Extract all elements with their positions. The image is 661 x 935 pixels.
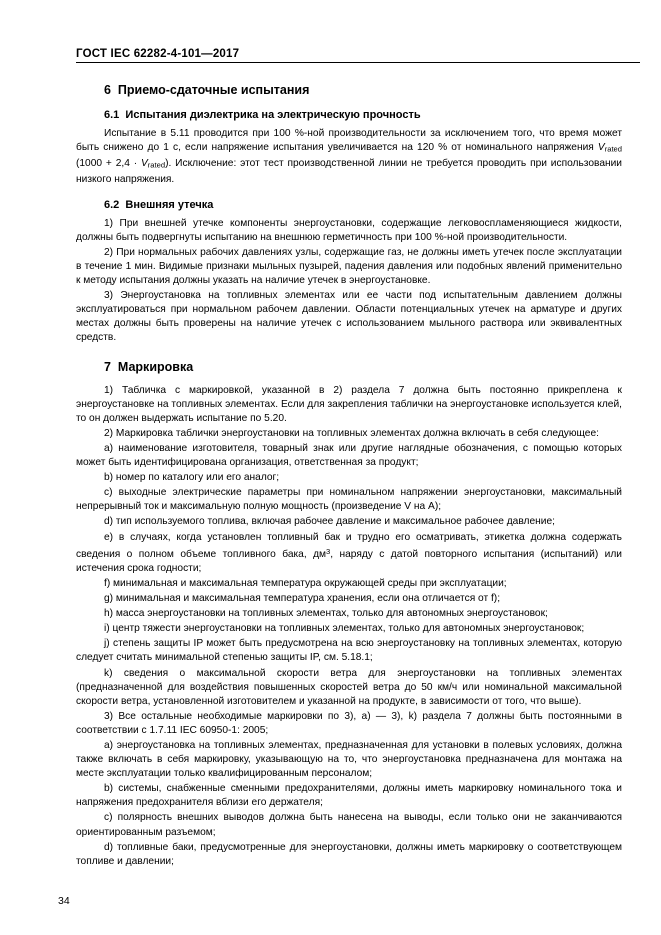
section-heading-6-1 bbox=[104, 109, 622, 121]
paragraph: i) центр тяжести энергоустановки на топливных элементах, только для автономных энергоустановок; bbox=[104, 623, 585, 635]
section-heading-7 bbox=[104, 360, 622, 374]
paragraph: b) номер по каталогу или его аналог; bbox=[104, 472, 280, 484]
section-7-number: 7 bbox=[104, 359, 111, 374]
section-7-title: Маркировка bbox=[117, 359, 194, 374]
paragraph: 2) Маркировка таблички энергоустановки на топливных элементах должна включать в себя следующее: bbox=[104, 427, 599, 439]
paragraph: 1) При внешней утечке компоненты энергоустановки, содержащие легковоспламеняющиеся жидкости, должны быть подвергнуты испытанию на внешнюю герметичность при 100 %-ной производительности. bbox=[76, 217, 622, 243]
section-6-2-number: 6.2 bbox=[104, 198, 120, 211]
page-content bbox=[76, 83, 622, 869]
paragraph: a) энергоустановка на топливных элементах, предназначенная для установки в полевых условиях, должна также включать в себя маркировку, указывающую на то, что энергоустановка предназначена для монтажа на месте эксплуатации только квалифицированным персоналом; bbox=[76, 740, 622, 780]
paragraph: 3) Все остальные необходимые маркировки по 3), а) — 3), k) раздела 7 должны быть постоянными в соответствии с 1.7.11 IEC 60950-1: 2005; bbox=[76, 710, 622, 736]
paragraph: a) наименование изготовителя, товарный знак или другие наглядные обозначения, с помощью которых может быть идентифицирована организация, ответственная за продукт; bbox=[76, 442, 622, 469]
page-number: 34 bbox=[58, 895, 70, 907]
paragraph: 3) Энергоустановка на топливных элементах или ее части под испытательным давлением должны эксплуатироваться при нормальном рабочем давлении. Области потенциальных утечек на арматуре и других местах должны быть проверены на наличие утечек с использованием мыльного раствора или эквивалентных средств. bbox=[76, 290, 622, 344]
paragraph: 1) Табличка с маркировкой, указанной в 2) раздела 7 должна быть постоянно прикреплена к энергоустановке на топливных элементах. Если для закрепления таблички на энергоустановке используется клей, то он должен выдержать испытание по 5.20. bbox=[76, 384, 622, 424]
paragraph: 2) При нормальных рабочих давлениях узлы, содержащие газ, не должны иметь утечек после эксплуатации в течение 1 мин. Видимые признаки мыльных пузырей, падения давления или подобных явлений применительно к методу испытания должны указать на наличие утечек в энергоустановке. bbox=[76, 246, 622, 287]
section-heading-6-2 bbox=[104, 199, 622, 211]
paragraph: d) тип используемого топлива, включая рабочее давление и максимальное рабочее давление; bbox=[104, 516, 555, 528]
paragraph: g) минимальная и максимальная температура хранения, если она отличается от f); bbox=[104, 593, 501, 605]
header-divider bbox=[76, 62, 640, 63]
paragraph: e) в случаях, когда установлен топливный бак и трудно его осматривать, этикетка должна содержать сведения о полном объеме топливного бака, $дм^3$, наряду с датой повторного испытания (испытаний) или истечения срока годности; bbox=[76, 531, 622, 574]
paragraph: h) масса энергоустановки на топливных элементах, только для автономных энергоустановок; bbox=[104, 608, 548, 620]
paragraph: f) минимальная и максимальная температура окружающей среды при эксплуатации; bbox=[104, 577, 507, 589]
paragraph: d) топливные баки, предусмотренные для энергоустановки, должны иметь маркировку о соответствующем топливе и давлении; bbox=[76, 841, 622, 867]
section-6-1-title: Испытания диэлектрика на электрическую прочность bbox=[125, 109, 421, 121]
paragraph: j) степень защиты IP может быть предусмотрена на всю энергоустановку на топливных элементах, которую следует считать минимальной степенью защиты IP, см. 5.18.1; bbox=[76, 638, 622, 664]
section-6-title: Приемо-сдаточные испытания bbox=[117, 83, 310, 97]
paragraph: c) выходные электрические параметры при номинальном напряжении энергоустановки, максимальный непрерывный ток и максимальную полную мощность (произведение V на A); bbox=[76, 487, 622, 513]
section-6-number: 6 bbox=[104, 83, 111, 97]
paragraph: c) полярность внешних выводов должна быть нанесена на выводы, если только они не заканчиваются ориентированным разъемом; bbox=[76, 812, 622, 838]
section-heading-6 bbox=[104, 83, 622, 97]
paragraph: Испытание в 5.11 проводится при 100 %-ной производительности за исключением того, что время может быть снижено до 1 с, если напряжение испытания увеличивается на 120 % от номинального напряжения $V_{rated}$ $(1000 + 2,4 \cdot V_{rated})$. Исключение: этот тест производственной линии не требуется проводить при использовании низкого напряжения. bbox=[76, 128, 622, 185]
section-6-1-number: 6.1 bbox=[104, 109, 120, 121]
paragraph: b) системы, снабженные сменными предохранителями, должны иметь маркировку номинального тока и напряжения предохранителя вблизи его держателя; bbox=[76, 783, 622, 809]
page-header: ГОСТ IEC 62282-4-101—2017 bbox=[76, 48, 240, 60]
paragraph: k) сведения о максимальной скорости ветра для энергоустановки на топливных элементах (предназначенной для воздействия повышенных скоростей ветра до 50 км/ч или номинальной максимальной скорости ветра, установленной изготовителем и указанной на продукте, в зависимости от того, что выше). bbox=[76, 667, 622, 707]
section-6-2-title: Внешняя утечка bbox=[125, 198, 214, 211]
